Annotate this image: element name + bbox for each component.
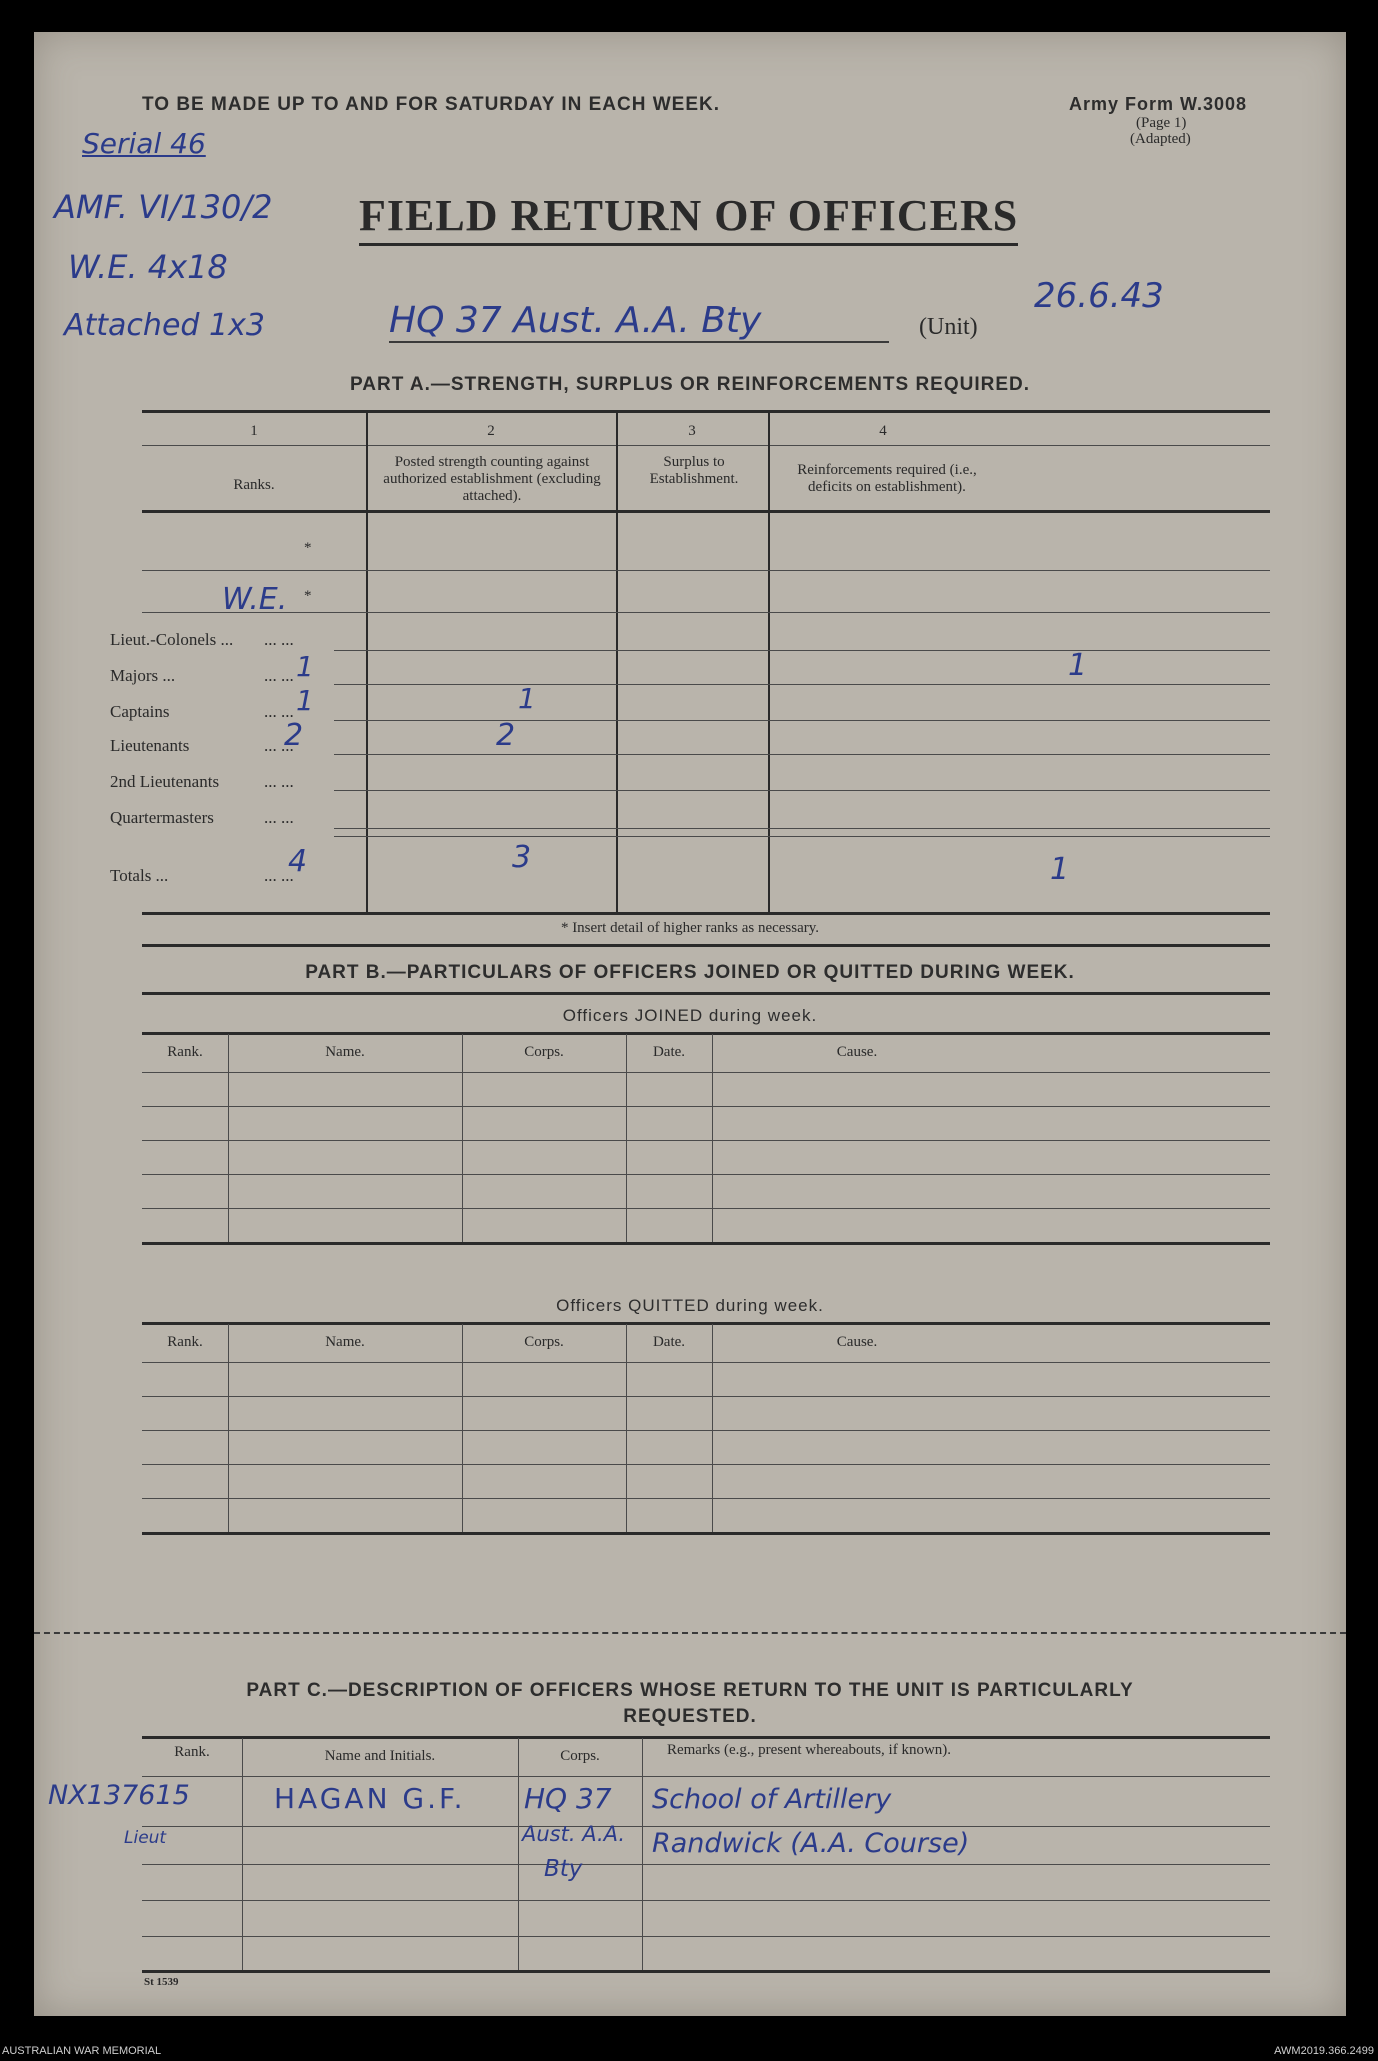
col-header-surplus: Surplus to Establishment.: [649, 454, 739, 487]
archive-label: AUSTRALIAN WAR MEMORIAL: [2, 2045, 162, 2057]
joined-vline: [712, 1034, 713, 1242]
joined-col-corps: Corps.: [524, 1044, 564, 1060]
rank-dots: ... ...: [264, 666, 294, 685]
joined-vline: [626, 1034, 627, 1242]
handwritten-name: HAGAN G.F.: [274, 1782, 466, 1815]
part-c-row-rule: [142, 1826, 1270, 1827]
joined-header-top-rule: [142, 1032, 1270, 1035]
handwritten-corps-3: Bty: [544, 1856, 583, 1882]
col-header-rule: [142, 510, 1270, 513]
majors-reinforcements: 1: [1068, 648, 1088, 683]
quitted-header-top-rule: [142, 1322, 1270, 1325]
rank-dots: ... ...: [264, 736, 294, 755]
part-c-header-rule: [142, 1776, 1270, 1777]
part-c-col-rank: Rank.: [174, 1744, 210, 1760]
majors-establishment: 1: [296, 650, 314, 683]
star-row-2: *: [304, 588, 312, 604]
joined-col-cause: Cause.: [836, 1044, 878, 1060]
quitted-header-rule: [142, 1362, 1270, 1363]
rank-dots: ... ...: [264, 630, 294, 649]
quitted-row-rule: [142, 1396, 1270, 1397]
joined-bottom-rule: [142, 1242, 1270, 1245]
part-c-vline: [518, 1738, 519, 1970]
part-c-col-corps: Corps.: [560, 1748, 600, 1764]
handwritten-remarks-1: School of Artillery: [652, 1784, 892, 1815]
handwritten-remarks-2: Randwick (A.A. Course): [652, 1828, 970, 1859]
handwritten-we-note: W.E.: [222, 582, 288, 617]
part-c-title-line2: REQUESTED.: [623, 1706, 757, 1727]
row-rule: [334, 828, 1270, 829]
perforation-line: [34, 1632, 1346, 1634]
quitted-row-rule: [142, 1498, 1270, 1499]
part-c-row-rule: [142, 1900, 1270, 1901]
rank-quartermasters: Quartermasters: [110, 808, 214, 827]
part-a-vline-2: [616, 412, 618, 912]
joined-row-rule: [142, 1140, 1270, 1141]
part-c-col-name: Name and Initials.: [324, 1748, 436, 1764]
row-rule: [334, 720, 1270, 721]
rank-dots: ... ...: [264, 772, 294, 791]
rank-dots: ... ...: [264, 702, 294, 721]
handwritten-attached: Attached 1x3: [64, 308, 265, 343]
quitted-vline: [462, 1324, 463, 1532]
quitted-row-rule: [142, 1430, 1270, 1431]
part-a-vline-1: [366, 412, 368, 912]
quitted-vline: [626, 1324, 627, 1532]
col-header-posted: Posted strength counting against authorized establishment (excluding attached).: [383, 454, 601, 504]
part-c-vline: [642, 1738, 643, 1970]
handwritten-unit: HQ 37 Aust. A.A. Bty: [389, 300, 889, 343]
form-sheet: [34, 32, 1346, 2016]
part-a-title: PART A.—STRENGTH, SURPLUS OR REINFORCEMENTS REQUIRED.: [349, 374, 1031, 395]
quitted-col-cause: Cause.: [836, 1334, 878, 1350]
row-rule: [334, 790, 1270, 791]
captains-posted: 1: [518, 682, 536, 715]
part-c-title-line1: PART C.—DESCRIPTION OF OFFICERS WHOSE RETURN TO THE UNIT IS PARTICULARLY: [246, 1680, 1134, 1701]
joined-header-rule: [142, 1072, 1270, 1073]
col-header-ranks: Ranks.: [233, 477, 275, 493]
quitted-title: Officers QUITTED during week.: [556, 1296, 824, 1315]
part-c-top-rule: [142, 1736, 1270, 1739]
handwritten-service-number: NX137615: [48, 1780, 190, 1811]
part-a-footnote: * Insert detail of higher ranks as necessary.: [560, 920, 820, 936]
form-name: Army Form W.3008: [1069, 94, 1248, 114]
form-page: (Page 1): [1136, 115, 1187, 131]
quitted-col-date: Date.: [652, 1334, 686, 1350]
handwritten-amf: AMF. VI/130/2: [54, 188, 273, 226]
handwritten-we: W.E. 4x18: [68, 248, 228, 286]
col-number-3: 3: [688, 423, 696, 439]
part-c-vline: [242, 1738, 243, 1970]
star-rule-2: [142, 612, 1270, 613]
part-c-row-rule: [142, 1864, 1270, 1865]
joined-vline: [228, 1034, 229, 1242]
part-a-top-rule: [142, 410, 1270, 413]
rank-majors: Majors ...: [110, 666, 176, 685]
part-c-row-rule: [142, 1936, 1270, 1937]
totals-rule: [142, 912, 1270, 915]
totals-dots: ... ...: [264, 866, 294, 885]
handwritten-date: 26.6.43: [1034, 276, 1164, 316]
joined-vline: [462, 1034, 463, 1242]
unit-label: (Unit): [919, 314, 978, 340]
part-a-bottom-rule: [142, 944, 1270, 947]
part-c-bottom-rule: [142, 1970, 1270, 1973]
col-number-rule: [142, 445, 1270, 446]
quitted-vline: [228, 1324, 229, 1532]
lieutenants-posted: 2: [496, 718, 516, 753]
rank-lieutenants: Lieutenants: [110, 736, 190, 755]
rank-2nd-lieutenants: 2nd Lieutenants: [110, 772, 220, 791]
joined-row-rule: [142, 1208, 1270, 1209]
row-rule: [334, 650, 1270, 651]
rank-dots: ... ...: [264, 808, 294, 827]
joined-col-date: Date.: [652, 1044, 686, 1060]
star-rule-1: [142, 570, 1270, 571]
handwritten-corps-2: Aust. A.A.: [522, 1822, 626, 1846]
form-adapted: (Adapted): [1130, 131, 1191, 147]
quitted-vline: [712, 1324, 713, 1532]
rank-captains: Captains: [110, 702, 170, 721]
joined-title: Officers JOINED during week.: [562, 1006, 818, 1025]
quitted-col-corps: Corps.: [524, 1334, 564, 1350]
captains-establishment: 1: [296, 684, 314, 717]
row-rule: [334, 684, 1270, 685]
lieutenants-establishment: 2: [284, 718, 304, 753]
quitted-bottom-rule: [142, 1532, 1270, 1535]
col-number-1: 1: [250, 423, 258, 439]
totals-posted: 3: [512, 840, 532, 875]
joined-col-rank: Rank.: [167, 1044, 203, 1060]
totals-establishment: 4: [288, 844, 308, 879]
handwritten-corps-1: HQ 37: [524, 1782, 612, 1815]
part-a-vline-3: [768, 412, 770, 912]
print-code: St 1539: [144, 1976, 179, 1988]
quitted-row-rule: [142, 1464, 1270, 1465]
quitted-col-name: Name.: [325, 1334, 365, 1350]
col-header-reinforcements: Reinforcements required (i.e., deficits on establishment).: [797, 462, 977, 495]
quitted-col-rank: Rank.: [167, 1334, 203, 1350]
archive-id: AWM2019.366.2499: [1274, 2045, 1374, 2057]
instruction-line: TO BE MADE UP TO AND FOR SATURDAY IN EACH WEEK.: [142, 94, 720, 115]
part-c-col-remarks: Remarks (e.g., present whereabouts, if known).: [666, 1742, 952, 1758]
joined-row-rule: [142, 1174, 1270, 1175]
page-title: FIELD RETURN OF OFFICERS: [359, 190, 1018, 246]
part-b-top-rule: [142, 992, 1270, 995]
handwritten-serial: Serial 46: [82, 127, 206, 160]
rank-lieut-colonels: Lieut.-Colonels ...: [110, 630, 234, 649]
totals-label: Totals ...: [110, 866, 169, 885]
star-row-1: *: [304, 540, 312, 556]
row-rule: [334, 754, 1270, 755]
joined-row-rule: [142, 1106, 1270, 1107]
row-rule: [334, 836, 1270, 837]
totals-reinforcements: 1: [1050, 852, 1070, 887]
col-number-2: 2: [487, 423, 495, 439]
part-b-title: PART B.—PARTICULARS OF OFFICERS JOINED OR QUITTED DURING WEEK.: [305, 962, 1075, 983]
handwritten-rank: Lieut: [124, 1828, 167, 1848]
joined-col-name: Name.: [325, 1044, 365, 1060]
col-number-4: 4: [879, 423, 887, 439]
